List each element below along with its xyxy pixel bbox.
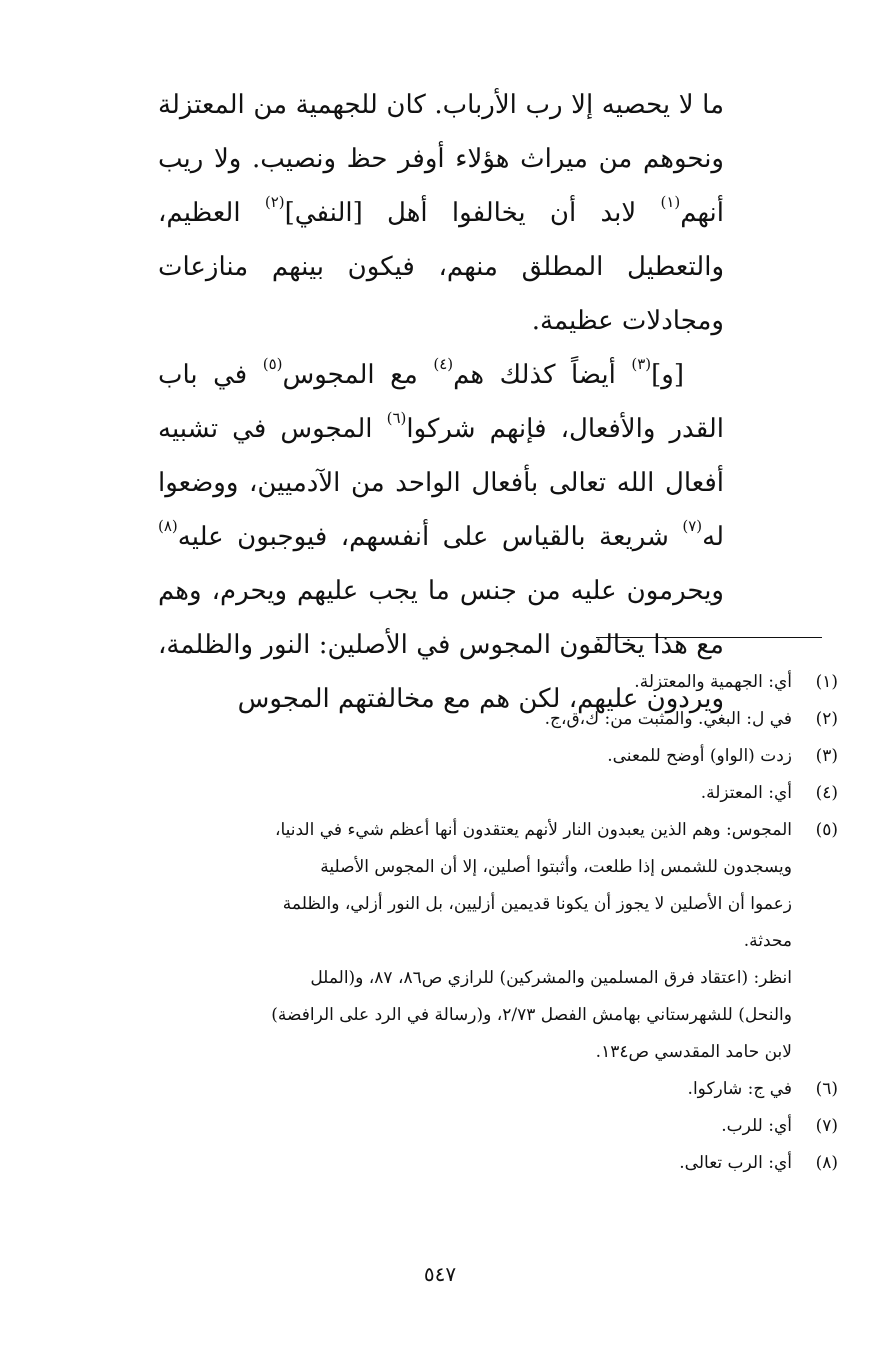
- footnote-number: (٨): [815, 1153, 838, 1173]
- footnote-text: زدت (الواو) أوضح للمعنى.: [607, 746, 792, 766]
- footnote-4: [158, 775, 838, 812]
- footnote-number: (١): [815, 672, 838, 692]
- footnote-5-reference: [158, 960, 792, 1071]
- footnote-ref-5[interactable]: (٥): [262, 355, 283, 374]
- footnote-ref-6[interactable]: (٦): [386, 409, 407, 428]
- footnote-line: والنحل) للشهرستاني بهامش الفصل ٢/٧٣، و(رسالة في الرد على الرافضة): [271, 1005, 792, 1025]
- paragraph-2-text: مع المجوس: [282, 360, 434, 390]
- footnote-text: [158, 812, 792, 960]
- footnote-line: المجوس: وهم الذين يعبدون النار لأنهم يعتقدون أنها أعظم شيء في الدنيا،: [274, 820, 792, 840]
- main-text-body: [158, 78, 724, 726]
- footnote-2: [158, 701, 838, 738]
- footnote-line: ويسجدون للشمس إذا طلعت، وأثبتوا أصلين، إلا أن المجوس الأصلية: [320, 857, 792, 877]
- paragraph-1: [158, 78, 724, 348]
- footnote-ref-1[interactable]: (١): [660, 193, 681, 212]
- footnote-number: (٢): [815, 709, 838, 729]
- paragraph-2-text: في باب القدر والأفعال، فإنهم شركوا: [158, 360, 724, 444]
- paragraph-2-text: أيضاً كذلك هم: [453, 360, 632, 390]
- paragraph-2-text: المجوس في تشبيه أفعال الله تعالى بأفعال الواحد من الآدميين، ووضعوا له: [158, 414, 724, 552]
- footnote-text: أي: المعتزلة.: [700, 783, 792, 803]
- footnote-text: أي: الجهمية والمعتزلة.: [634, 672, 792, 692]
- footnote-ref-8[interactable]: (٨): [158, 517, 178, 536]
- paragraph-1-text: ما لا يحصيه إلا رب الأرباب. كان للجهمية من المعتزلة ونحوهم من ميراث هؤلاء أوفر حظ ونصيب. ولا ريب أنهم: [158, 90, 724, 228]
- footnote-text: أي: للرب.: [721, 1116, 792, 1136]
- paragraph-2-text: ويحرمون عليه من جنس ما يجب عليهم ويحرم، وهم مع هذا يخالفون المجوس في الأصلين: النور والظلمة، ويردون عليهم، لكن هم مع مخالفتهم المجوس: [158, 576, 724, 714]
- footnote-number: (٥): [815, 820, 838, 840]
- main-text: [158, 78, 724, 726]
- footnote-number: (٧): [815, 1116, 838, 1136]
- footnote-line: محدثة.: [743, 931, 792, 951]
- footnote-line: انظر: (اعتقاد فرق المسلمين والمشركين) للرازي ص٨٦، ٨٧، و(الملل: [310, 968, 792, 988]
- footnote-7: [158, 1108, 838, 1145]
- footnote-ref-2[interactable]: (٢): [264, 193, 285, 212]
- paragraph-1-text: العظيم، والتعطيل المطلق منهم، فيكون بينهم منازعات ومجادلات عظيمة.: [158, 198, 724, 336]
- paragraph-1-text: لابد أن يخالفوا أهل [النفي]: [284, 198, 661, 228]
- page-number: ٥٤٧: [423, 1262, 457, 1286]
- footnote-text: في ل: البغي. والمثبت من: ك،ق،ج.: [544, 709, 792, 729]
- paragraph-2-text: شريعة بالقياس على أنفسهم، فيوجبون عليه: [177, 522, 683, 552]
- footnote-number: (٣): [815, 746, 838, 766]
- footnote-separator: [596, 637, 822, 638]
- footnote-text: في ج: شاركوا.: [687, 1079, 792, 1099]
- footnote-number: (٦): [815, 1079, 838, 1099]
- footnote-1: [158, 664, 838, 701]
- footnote-ref-7[interactable]: (٧): [682, 517, 703, 536]
- footnote-line: زعموا أن الأصلين لا يجوز أن يكونا قديمين أزليين، بل النور أزلي، والظلمة: [282, 894, 792, 914]
- footnotes: [158, 664, 838, 1182]
- footnote-5: [158, 812, 838, 960]
- footnote-ref-3[interactable]: (٣): [631, 355, 652, 374]
- paragraph-2-text: [و]: [651, 360, 684, 390]
- footnote-text: أي: الرب تعالى.: [679, 1153, 792, 1173]
- footnote-ref-4[interactable]: (٤): [433, 355, 454, 374]
- footnote-6: [158, 1071, 838, 1108]
- footnote-number: (٤): [815, 783, 838, 803]
- footnote-8: [158, 1145, 838, 1182]
- footnote-line: لابن حامد المقدسي ص١٣٤.: [595, 1042, 792, 1062]
- footnote-3: [158, 738, 838, 775]
